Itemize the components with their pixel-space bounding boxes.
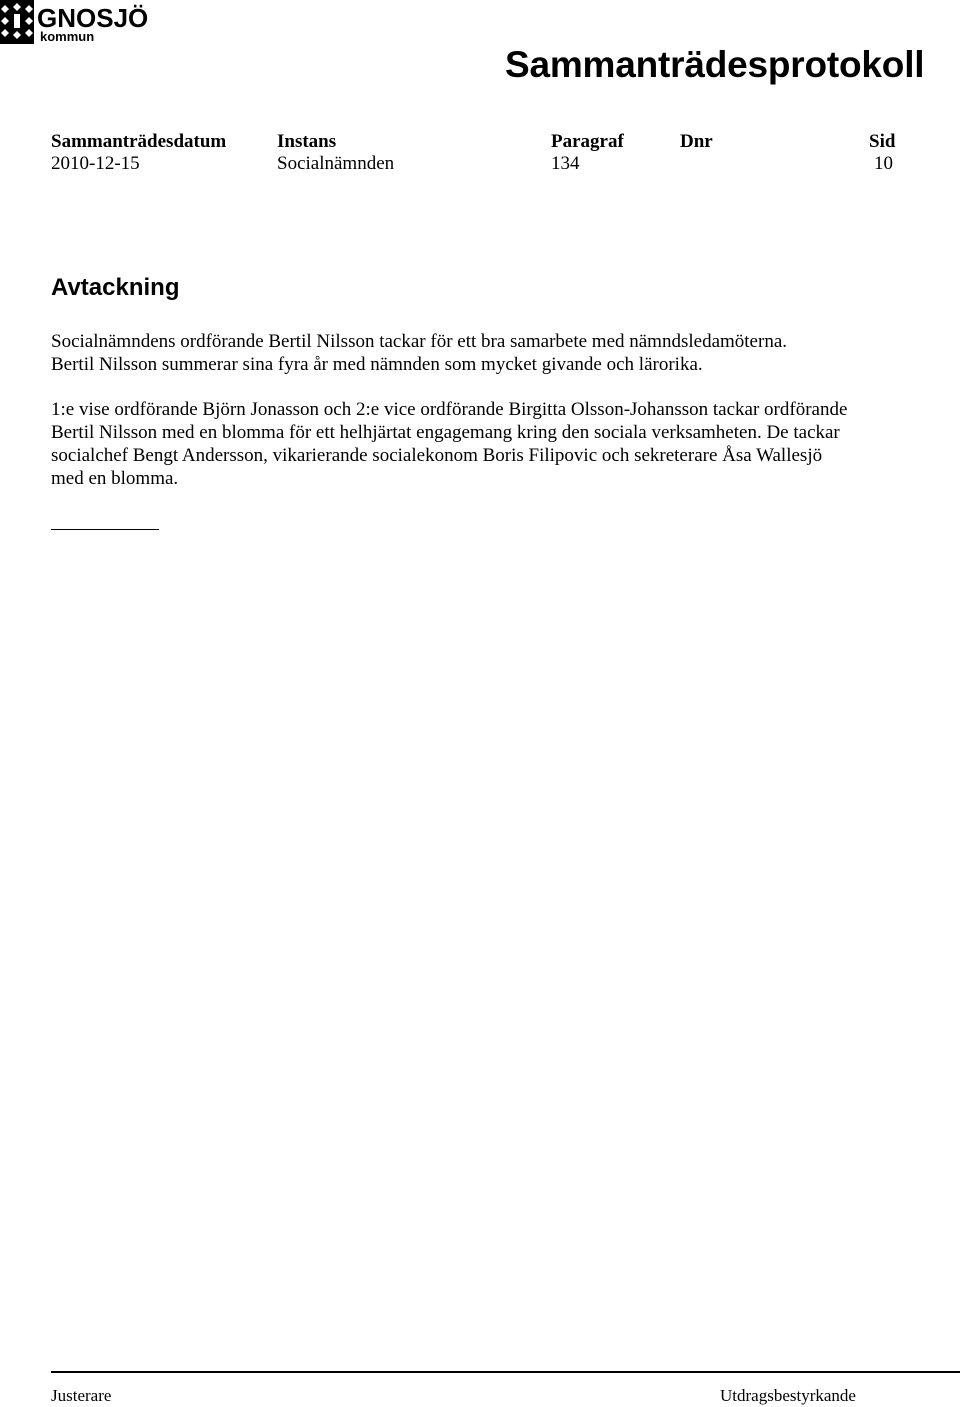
paragraph-line: med en blomma.: [51, 468, 179, 489]
paragraph-flowers: [51, 398, 911, 490]
meta-label-page: Sid: [869, 131, 896, 152]
meta-label-paragraph: Paragraf: [551, 131, 624, 152]
paragraph-line: Socialnämndens ordförande Bertil Nilsson tackar för ett bra samarbete med nämndsledamöterna.: [51, 331, 787, 352]
footer-divider: [51, 1371, 960, 1373]
footer-certification-label: Utdragsbestyrkande: [720, 1386, 856, 1405]
meta-value-instance: Socialnämnden: [277, 153, 395, 174]
meta-label-dnr: Dnr: [680, 131, 713, 152]
meta-value-date: 2010-12-15: [51, 153, 140, 174]
meta-label-date: Sammanträdesdatum: [51, 131, 227, 152]
meta-label-instance: Instans: [277, 131, 337, 152]
section-heading: Avtackning: [51, 274, 180, 301]
municipality-logo: [0, 0, 160, 44]
paragraph-thanks: [51, 330, 911, 376]
paragraph-line: Bertil Nilsson med en blomma för ett helhjärtat engagemang kring den sociala verksamheten. De tackar: [51, 422, 840, 443]
page-title: Sammanträdesprotokoll: [505, 44, 925, 85]
paragraph-line: Bertil Nilsson summerar sina fyra år med nämnden som mycket givande och lärorika.: [51, 354, 703, 375]
logo-wordmark: GNOSJÖ: [37, 3, 149, 33]
logo-subtitle: kommun: [40, 29, 95, 44]
meta-value-paragraph: 134: [551, 153, 580, 174]
footer-adjuster-label: Justerare: [51, 1386, 112, 1405]
meta-value-page: 10: [874, 153, 893, 174]
paragraph-line: socialchef Bengt Andersson, vikarierande socialekonom Boris Filipovic och sekreterare Åsa Wallesjö: [51, 445, 823, 466]
section-end-divider: [51, 529, 159, 530]
paragraph-line: 1:e vise ordförande Björn Jonasson och 2:e vice ordförande Birgitta Olsson-Johansson tackar ordförande: [51, 399, 848, 420]
municipal-crest-icon: [0, 0, 160, 44]
